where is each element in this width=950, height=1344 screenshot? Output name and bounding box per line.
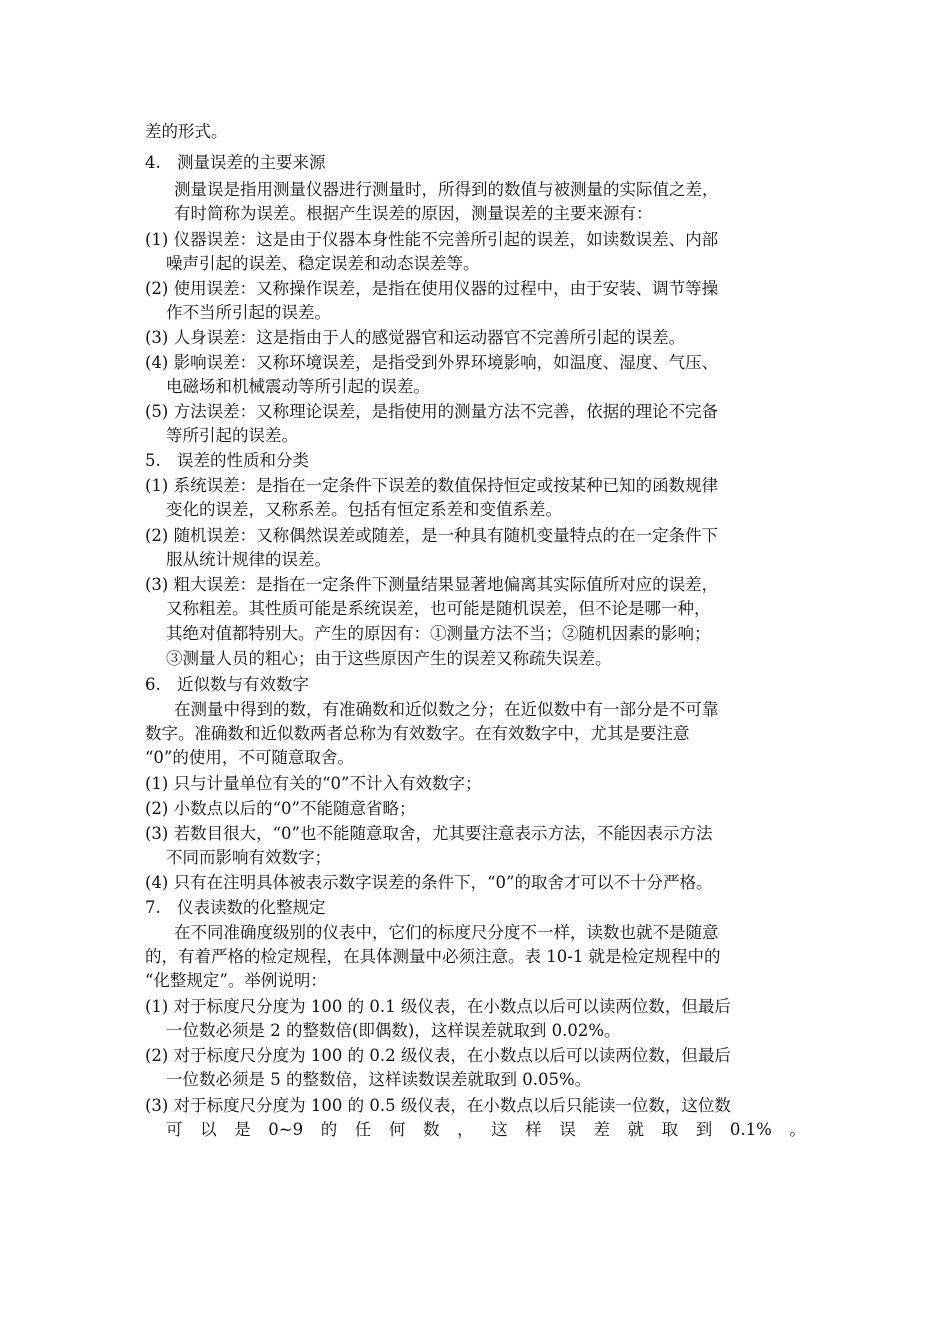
list-item-cont: 变化的误差，又称系差。包括有恒定系差和变值系差。 xyxy=(166,500,562,519)
text-line: 差的形式。 xyxy=(145,122,228,141)
list-item-cont: 一位数必须是 5 的整数倍，这样读数误差就取到 0.05%。 xyxy=(166,1070,592,1089)
paragraph-line: 在测量中得到的数，有准确数和近似数之分；在近似数中有一部分是不可靠 xyxy=(174,700,719,719)
heading-number: 7. xyxy=(145,898,161,917)
justified-word: 数 xyxy=(422,1120,440,1139)
justified-word: 误 xyxy=(559,1120,576,1139)
justified-word: ， xyxy=(457,1120,474,1139)
justified-word: 的 xyxy=(320,1120,338,1139)
paragraph-line: 数字。准确数和近似数两者总称为有效数字。在有效数字中，尤其是要注意 xyxy=(145,724,690,743)
list-item: (2) 小数点以后的“0”不能随意省略； xyxy=(145,799,416,818)
justified-word: 样 xyxy=(525,1120,542,1139)
justified-word: 何 xyxy=(388,1120,406,1139)
list-item: (5) 方法误差：又称理论误差，是指使用的测量方法不完善，依据的理论不完备 xyxy=(145,402,719,421)
list-item-cont: 又称粗差。其性质可能是系统误差，也可能是随机误差，但不论是哪一种， xyxy=(166,599,711,618)
heading-number: 5. xyxy=(145,451,161,470)
list-item-cont: 服从统计规律的误差。 xyxy=(166,550,331,569)
list-item-cont: 一位数必须是 2 的整数倍(即偶数)，这样误差就取到 0.02%。 xyxy=(166,1021,621,1040)
heading-number: 4. xyxy=(145,153,161,172)
justified-word: 差 xyxy=(593,1120,610,1139)
list-item: (4) 只有在注明具体被表示数字误差的条件下，“0”的取舍才可以不十分严格。 xyxy=(145,873,713,892)
list-item: (1) 只与计量单位有关的“0”不计入有效数字； xyxy=(145,774,482,793)
justified-word: 以 xyxy=(200,1120,217,1139)
justified-word: 任 xyxy=(354,1120,372,1139)
justified-word: 这 xyxy=(491,1120,508,1139)
list-item-cont: 等所引起的误差。 xyxy=(166,426,298,445)
justified-word: 到 xyxy=(695,1120,713,1139)
section-heading-4 xyxy=(145,151,326,175)
paragraph-line: 测量误是指用测量仪器进行测量时，所得到的数值与被测量的实际值之差， xyxy=(174,180,719,199)
heading-text: 仪表读数的化整规定 xyxy=(177,898,326,917)
list-item: (1) 对于标度尺分度为 100 的 0.1 级仪表，在小数点以后可以读两位数，但最后 xyxy=(145,997,731,1016)
heading-text: 误差的性质和分类 xyxy=(177,451,309,470)
justified-word: 。 xyxy=(789,1120,806,1139)
list-item: (3) 若数目很大，“0”也不能随意取舍，尤其要注意表示方法，不能因表示方法 xyxy=(145,824,713,843)
paragraph-line: “化整规定”。举例说明： xyxy=(145,971,327,990)
list-item-cont: 作不当所引起的误差。 xyxy=(166,303,331,322)
list-item: (2) 使用误差：又称操作误差，是指在使用仪器的过程中，由于安装、调节等操 xyxy=(145,279,719,298)
heading-text: 近似数与有效数字 xyxy=(177,675,309,694)
paragraph-line: 有时简称为误差。根据产生误差的原因，测量误差的主要来源有： xyxy=(174,204,653,223)
justified-word: 是 xyxy=(234,1120,251,1139)
justified-last-line xyxy=(166,1118,806,1142)
list-item-cont: ③测量人员的粗心；由于这些原因产生的误差又称疏失误差。 xyxy=(166,649,612,668)
list-item-cont: 其绝对值都特别大。产生的原因有：①测量方法不当；②随机因素的影响； xyxy=(166,624,711,643)
list-item: (4) 影响误差：又称环境误差，是指受到外界环境影响，如温度、湿度、气压、 xyxy=(145,353,719,372)
list-item: (3) 人身误差：这是指由于人的感觉器官和运动器官不完善所引起的误差。 xyxy=(145,328,686,347)
heading-text: 测量误差的主要来源 xyxy=(177,153,326,172)
section-heading-5 xyxy=(145,449,309,473)
list-item-cont: 电磁场和机械震动等所引起的误差。 xyxy=(166,377,430,396)
heading-number: 6. xyxy=(145,675,161,694)
list-item-cont: 不同而影响有效数字； xyxy=(166,848,331,867)
list-item: (1) 仪器误差：这是由于仪器本身性能不完善所引起的误差，如读数误差、内部 xyxy=(145,230,719,249)
list-item: (1) 系统误差：是指在一定条件下误差的数值保持恒定或按某种已知的函数规律 xyxy=(145,476,719,495)
justified-word: 0.1% xyxy=(729,1120,772,1139)
justified-word: 可 xyxy=(166,1120,183,1139)
paragraph-line: 在不同准确度级别的仪表中，它们的标度尺分度不一样，读数也就不是随意 xyxy=(174,923,719,942)
list-item: (3) 粗大误差：是指在一定条件下测量结果显著地偏离其实际值所对应的误差， xyxy=(145,575,719,594)
paragraph-line: “0”的使用，不可随意取舍。 xyxy=(145,748,354,767)
list-item: (2) 对于标度尺分度为 100 的 0.2 级仪表，在小数点以后可以读两位数，但最后 xyxy=(145,1046,731,1065)
list-item: (3) 对于标度尺分度为 100 的 0.5 级仪表，在小数点以后只能读一位数，这位数 xyxy=(145,1096,731,1115)
section-heading-6 xyxy=(145,673,309,697)
list-item: (2) 随机误差：又称偶然误差或随差，是一种具有随机变量特点的在一定条件下 xyxy=(145,526,719,545)
justified-word: 0~9 xyxy=(268,1120,304,1139)
list-item-cont: 噪声引起的误差、稳定误差和动态误差等。 xyxy=(166,254,480,273)
section-heading-7 xyxy=(145,896,326,920)
justified-word: 就 xyxy=(627,1120,645,1139)
paragraph-line: 的，有着严格的检定规程，在具体测量中必须注意。表 10-1 就是检定规程中的 xyxy=(145,947,721,966)
justified-word: 取 xyxy=(661,1120,679,1139)
